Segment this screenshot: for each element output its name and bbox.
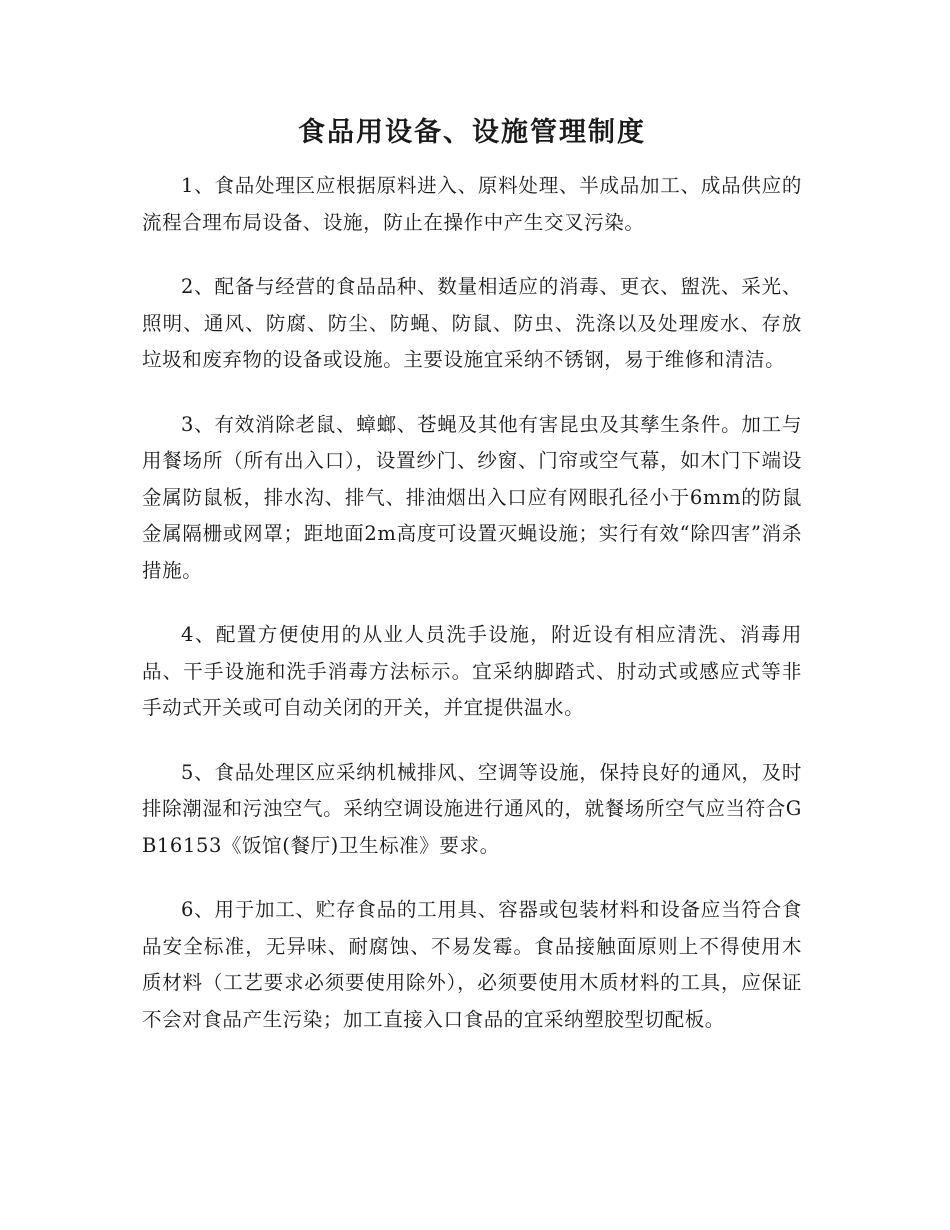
paragraph-3: 3、有效消除老鼠、蟑螂、苍蝇及其他有害昆虫及其孳生条件。加工与用餐场所（所有出入口），设置纱门、纱窗、门帘或空气幕，如木门下端设金属防鼠板，排水沟、排气、排油烟出入口应有网眼孔径小于6mm的防鼠金属隔栅或网罩；距地面2m高度可设置灭蝇设施；实行有效“除四害”消杀措施。 xyxy=(142,412,802,582)
paragraph-4: 4、配置方便使用的从业人员洗手设施，附近设有相应清洗、消毒用品、干手设施和洗手消毒方法标示。宜采纳脚踏式、肘动式或感应式等非手动式开关或可自动关闭的开关，并宜提供温水。 xyxy=(142,623,802,719)
paragraph-6: 6、用于加工、贮存食品的工用具、容器或包装材料和设备应当符合食品安全标准，无异味、耐腐蚀、不易发霉。食品接触面原则上不得使用木质材料（工艺要求必须要使用除外），必须要使用木质材料的工具，应保证不会对食品产生污染；加工直接入口食品的宜采纳塑胶型切配板。 xyxy=(142,898,802,1031)
paragraph-2: 2、配备与经营的食品品种、数量相适应的消毒、更衣、盥洗、采光、照明、通风、防腐、防尘、防蝇、防鼠、防虫、洗涤以及处理废水、存放垃圾和废弃物的设备或设施。主要设施宜采纳不锈钢，易于维修和清洁。 xyxy=(142,275,802,371)
paragraph-5: 5、食品处理区应采纳机械排风、空调等设施，保持良好的通风，及时排除潮湿和污浊空气。采纳空调设施进行通风的，就餐场所空气应当符合GB16153《饭馆(餐厅)卫生标准》要求。 xyxy=(142,760,802,857)
document-title: 食品用设备、设施管理制度 xyxy=(298,117,646,148)
paragraph-1: 1、食品处理区应根据原料进入、原料处理、半成品加工、成品供应的流程合理布局设备、设施，防止在操作中产生交叉污染。 xyxy=(142,174,802,234)
document-page xyxy=(142,108,802,1066)
